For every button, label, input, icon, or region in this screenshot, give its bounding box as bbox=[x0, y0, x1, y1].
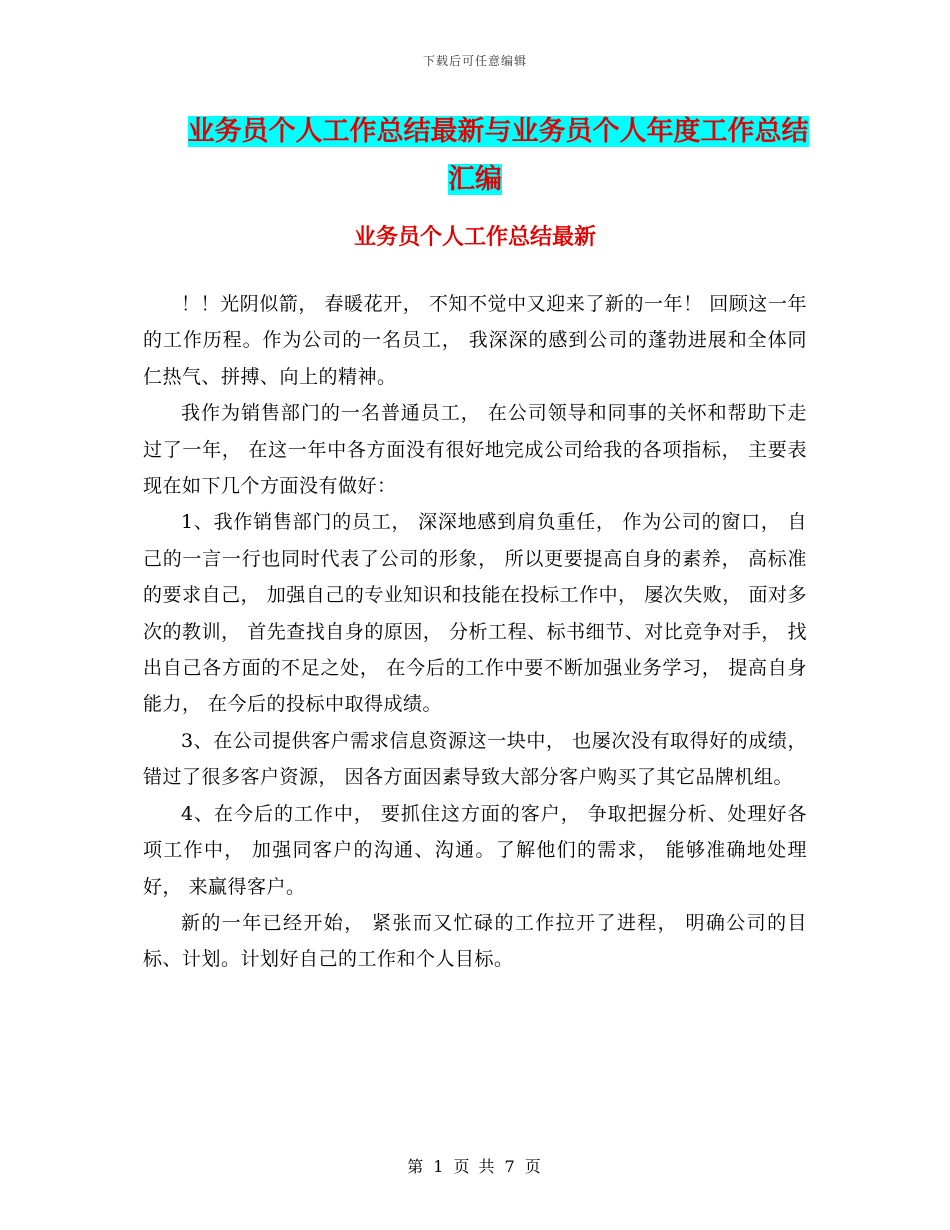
paragraph: 我作为销售部门的一名普通员工， 在公司领导和同事的关怀和帮助下走过了一年， 在这一年中各方面没有很好地完成公司给我的各项指标， 主要表现在如下几个方面没有做好： bbox=[143, 402, 807, 498]
paragraph: 新的一年已经开始， 紧张而又忙碌的工作拉开了进程， 明确公司的目标、计划。计划好自己的工作和个人目标。 bbox=[143, 911, 807, 971]
footer-prefix: 第 bbox=[407, 1157, 426, 1176]
paragraph: ！！光阴似箭， 春暖花开， 不知不觉中又迎来了新的一年！ 回顾这一年的工作历程。作为公司的一名员工， 我深深的感到公司的蓬勃进展和全体同仁热气、拼搏、向上的精神。 bbox=[143, 293, 807, 388]
title-line-1: 业务员个人工作总结最新与业务员个人年度工作总结 bbox=[187, 116, 809, 147]
page-footer bbox=[0, 1154, 950, 1177]
header-note: 下载后可任意编辑 bbox=[422, 54, 527, 68]
footer-page-number: 1 bbox=[433, 1157, 446, 1176]
paragraph: 3、在公司提供客户需求信息资源这一块中， 也屡次没有取得好的成绩， 错过了很多客户资源， 因各方面因素导致大部分客户购买了其它品牌机组。 bbox=[143, 729, 807, 789]
paragraph: 1、我作销售部门的员工， 深深地感到肩负重任， 作为公司的窗口， 自己的一言一行也同时代表了公司的形象， 所以更要提高自身的素养， 高标准的要求自己， 加强自己的专业知识和技能在投标工作中， 屡次失败， 面对多次的教训， 首先查找自身的原因， 分析工程、标书细节、对比竞争对手， 找出自己各方面的不足之处， 在今后的工作中要不断加强业务学习， 提高自身能力， 在今后的投标中取得成绩。 bbox=[143, 511, 807, 716]
section-title: 业务员个人工作总结最新 bbox=[353, 225, 596, 250]
title-line-2: 汇编 bbox=[448, 164, 502, 195]
footer-suffix: 页 bbox=[524, 1157, 543, 1176]
footer-middle: 页 共 bbox=[453, 1157, 497, 1176]
document-title bbox=[0, 108, 950, 204]
paragraph: 4、在今后的工作中， 要抓住这方面的客户， 争取把握分析、处理好各项工作中， 加强同客户的沟通、沟通。了解他们的需求， 能够准确地处理好， 来赢得客户。 bbox=[143, 802, 807, 898]
footer-total-pages: 7 bbox=[504, 1157, 517, 1176]
body-text bbox=[143, 286, 807, 978]
